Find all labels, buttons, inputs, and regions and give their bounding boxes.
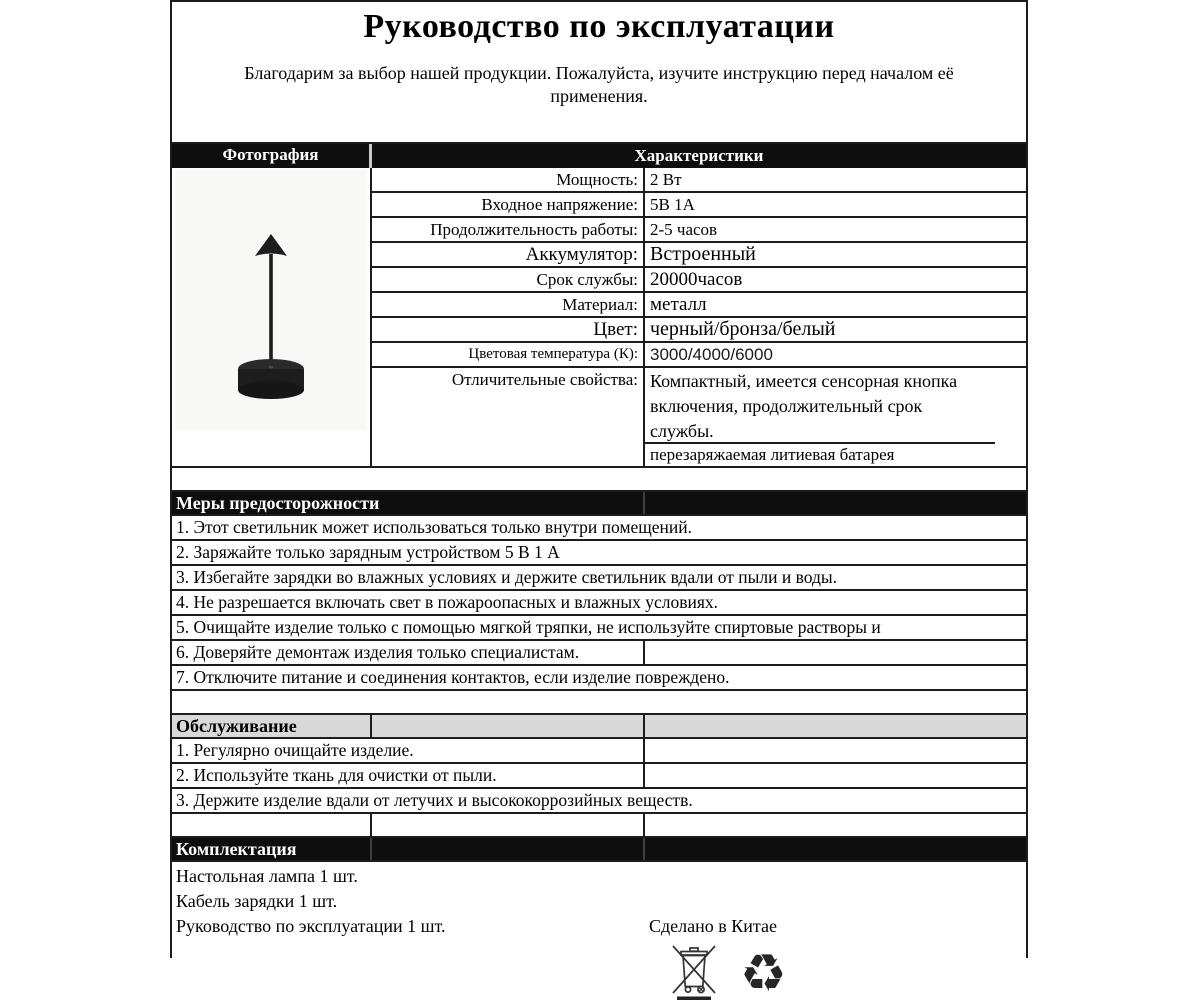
photo-cell bbox=[172, 168, 372, 466]
title-block bbox=[172, 2, 1026, 144]
spec-row-temperature: Цветовая температура (К): 3000/4000/6000 bbox=[372, 343, 1026, 368]
package-header: Комплектация bbox=[172, 838, 372, 860]
package-contents bbox=[172, 862, 1026, 939]
spacer-row bbox=[172, 468, 1026, 492]
package-header-band bbox=[172, 838, 1026, 862]
spec-row-battery: Аккумулятор: Встроенный bbox=[372, 243, 1026, 268]
spec-row-power: Мощность: 2 Вт bbox=[372, 168, 1026, 193]
maintenance-item-2: 2. Используйте ткань для очистки от пыли. bbox=[172, 764, 1026, 789]
spacer-row bbox=[172, 691, 1026, 715]
specs-column-header: Характеристики bbox=[634, 146, 764, 165]
photo-column-header: Фотография bbox=[172, 144, 372, 168]
intro-text: Благодарим за выбор нашей продукции. Пожалуйста, изучите инструкцию перед началом её применения. bbox=[244, 63, 954, 106]
manual-page bbox=[170, 0, 1028, 958]
table-lamp-image bbox=[175, 170, 367, 428]
maintenance-item-1: 1. Регулярно очищайте изделие. bbox=[172, 739, 1026, 764]
spec-row-material: Материал: металл bbox=[372, 293, 1026, 318]
weee-crossed-bin-icon bbox=[672, 944, 716, 1000]
product-photo bbox=[175, 170, 367, 430]
safety-item-4: 4. Не разрешается включать свет в пожароопасных и влажных условиях. bbox=[172, 591, 1026, 616]
spec-table bbox=[172, 168, 1026, 468]
package-item-cable: Кабель зарядки 1 шт. bbox=[176, 891, 338, 911]
safety-item-7: 7. Отключите питание и соединения контактов, если изделие повреждено. bbox=[172, 666, 1026, 691]
spacer-row bbox=[172, 814, 1026, 838]
page-title: Руководство по эксплуатации bbox=[363, 8, 835, 45]
maintenance-header: Обслуживание bbox=[172, 715, 372, 737]
safety-item-1: 1. Этот светильник может использоваться только внутри помещений. bbox=[172, 516, 1026, 541]
recycling-icon: ♻ bbox=[740, 944, 787, 1000]
spec-row-features: Отличительные свойства: Компактный, имеется сенсорная кнопка включения, продолжительный срок службы. перезаряжаемая литиевая батарея bbox=[372, 368, 1026, 466]
battery-note: перезаряжаемая литиевая батарея bbox=[650, 445, 895, 464]
made-in-label: Сделано в Китае bbox=[649, 916, 777, 936]
spec-row-runtime: Продолжительность работы: 2-5 часов bbox=[372, 218, 1026, 243]
safety-header: Меры предосторожности bbox=[172, 492, 645, 514]
maintenance-header-band bbox=[172, 715, 1026, 739]
safety-item-3: 3. Избегайте зарядки во влажных условиях и держите светильник вдали от пыли и воды. bbox=[172, 566, 1026, 591]
package-item-manual: Руководство по эксплуатации 1 шт. Сделано в Китае bbox=[172, 914, 1026, 939]
safety-header-band bbox=[172, 492, 1026, 516]
package-item-lamp: Настольная лампа 1 шт. bbox=[176, 866, 358, 886]
maintenance-item-3: 3. Держите изделие вдали от летучих и высококоррозийных веществ. bbox=[172, 789, 1026, 814]
spec-row-lifetime: Срок службы: 20000часов bbox=[372, 268, 1026, 293]
spec-row-voltage: Входное напряжение: 5В 1А bbox=[372, 193, 1026, 218]
safety-item-5: 5. Очищайте изделие только с помощью мягкой тряпки, не используйте спиртовые растворы и bbox=[172, 616, 1026, 641]
features-value: Компактный, имеется сенсорная кнопка включения, продолжительный срок службы. bbox=[645, 368, 995, 444]
table-header-band bbox=[172, 144, 1026, 168]
spec-rows bbox=[372, 168, 1026, 466]
safety-item-2: 2. Заряжайте только зарядным устройством 5 В 1 А bbox=[172, 541, 1026, 566]
safety-item-6: 6. Доверяйте демонтаж изделия только специалистам. bbox=[172, 641, 1026, 666]
spec-row-color: Цвет: черный/бронза/белый bbox=[372, 318, 1026, 343]
